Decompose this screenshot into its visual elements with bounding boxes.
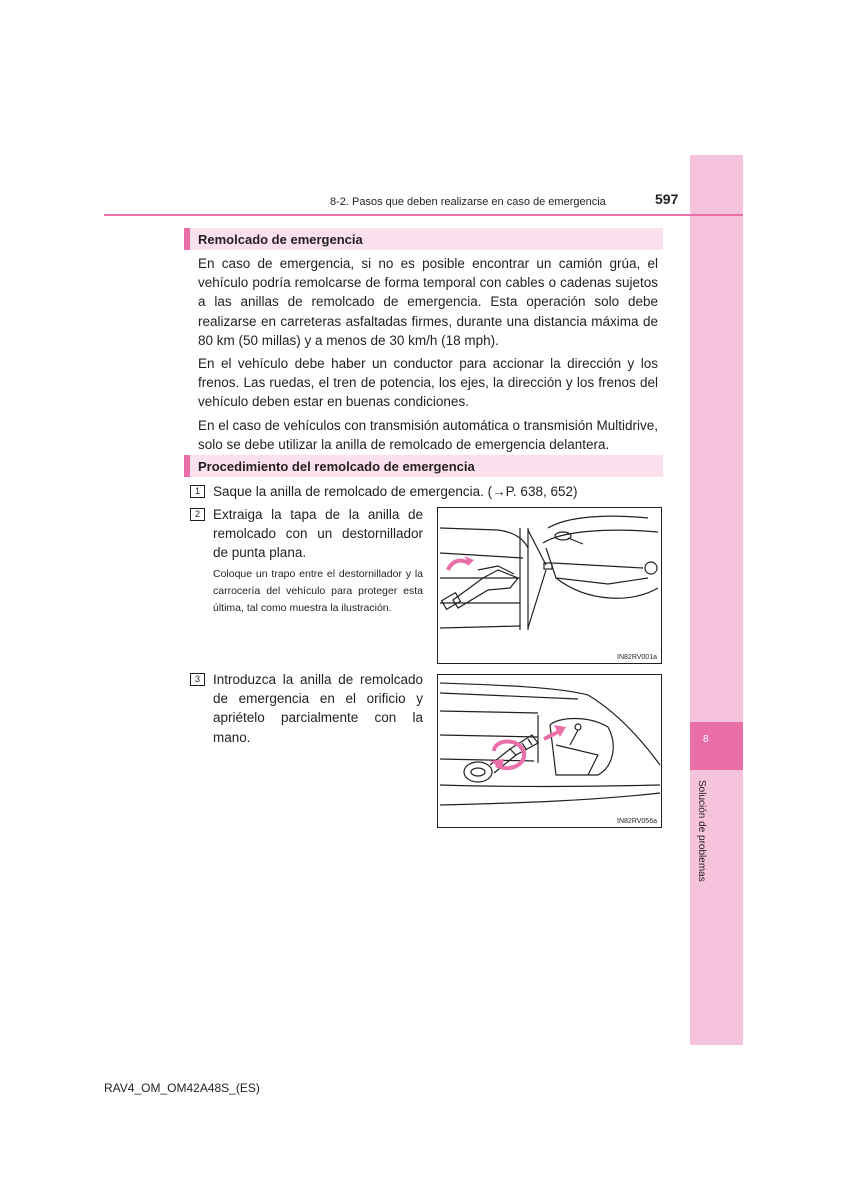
remove-cover-illustration <box>438 508 662 664</box>
section-body <box>198 254 658 458</box>
paragraph: En caso de emergencia, si no es posible encontrar un camión grúa, el vehículo podría remolcarse de forma temporal con cables o cadenas sujetos a las anillas de remolcado de emergencia. Esta operación solo debe realizarse en carreteras asfaltadas firmes, durante una distancia máxima de 80 km (50 millas) y a menos de 30 km/h (18 mph). <box>198 256 658 348</box>
paragraph: En el vehículo debe haber un conductor para accionar la dirección y los frenos. Las ruedas, el tren de potencia, los ejes, la dirección y los frenos del vehículo deben estar en buenas condiciones. <box>198 356 658 410</box>
page-number: 597 <box>655 191 679 207</box>
footer-document-code: RAV4_OM_OM42A48S_(ES) <box>104 1081 260 1095</box>
step-text-2: Extraiga la tapa de la anilla de remolcado con un destornillador de punta plana. <box>213 507 423 561</box>
figure-remove-cover <box>437 507 662 664</box>
section-heading-text: Remolcado de emergencia <box>198 232 363 247</box>
figure-id: IN82RV056a <box>617 818 657 825</box>
paragraph: En el caso de vehículos con transmisión automática o transmisión Multidrive, solo se debe utilizar la anilla de remolcado de emergencia delantera. <box>198 417 658 452</box>
running-head: 8-2. Pasos que deben realizarse en caso de emergencia <box>330 196 606 208</box>
step-number-2: 2 <box>190 508 205 521</box>
step-text-1: Saque la anilla de remolcado de emergencia. (→P. 638, 652) <box>213 484 578 499</box>
insert-towing-eye-illustration <box>438 675 662 828</box>
section-heading-remolcado <box>184 228 663 250</box>
header-rule <box>104 214 743 216</box>
step-number-1: 1 <box>190 485 205 498</box>
figure-id: IN82RV001a <box>617 654 657 661</box>
chapter-number-box <box>690 722 743 770</box>
chapter-title: Solución de problemas <box>696 780 707 882</box>
step-text-3: Introduzca la anilla de remolcado de emergencia en el orificio y apriételo parcialmente con la mano. <box>213 672 423 745</box>
figure-insert-towing-eye <box>437 674 662 828</box>
step-note-2: Coloque un trapo entre el destornillador y la carrocería del vehículo para proteger esta última, tal como muestra la ilustración. <box>213 568 423 614</box>
step-number-3: 3 <box>190 673 205 686</box>
side-thumb-tab <box>690 155 743 1045</box>
section-heading-procedimiento <box>184 455 663 477</box>
section-heading-text: Procedimiento del remolcado de emergencia <box>198 459 475 474</box>
chapter-number: 8 <box>703 734 709 745</box>
